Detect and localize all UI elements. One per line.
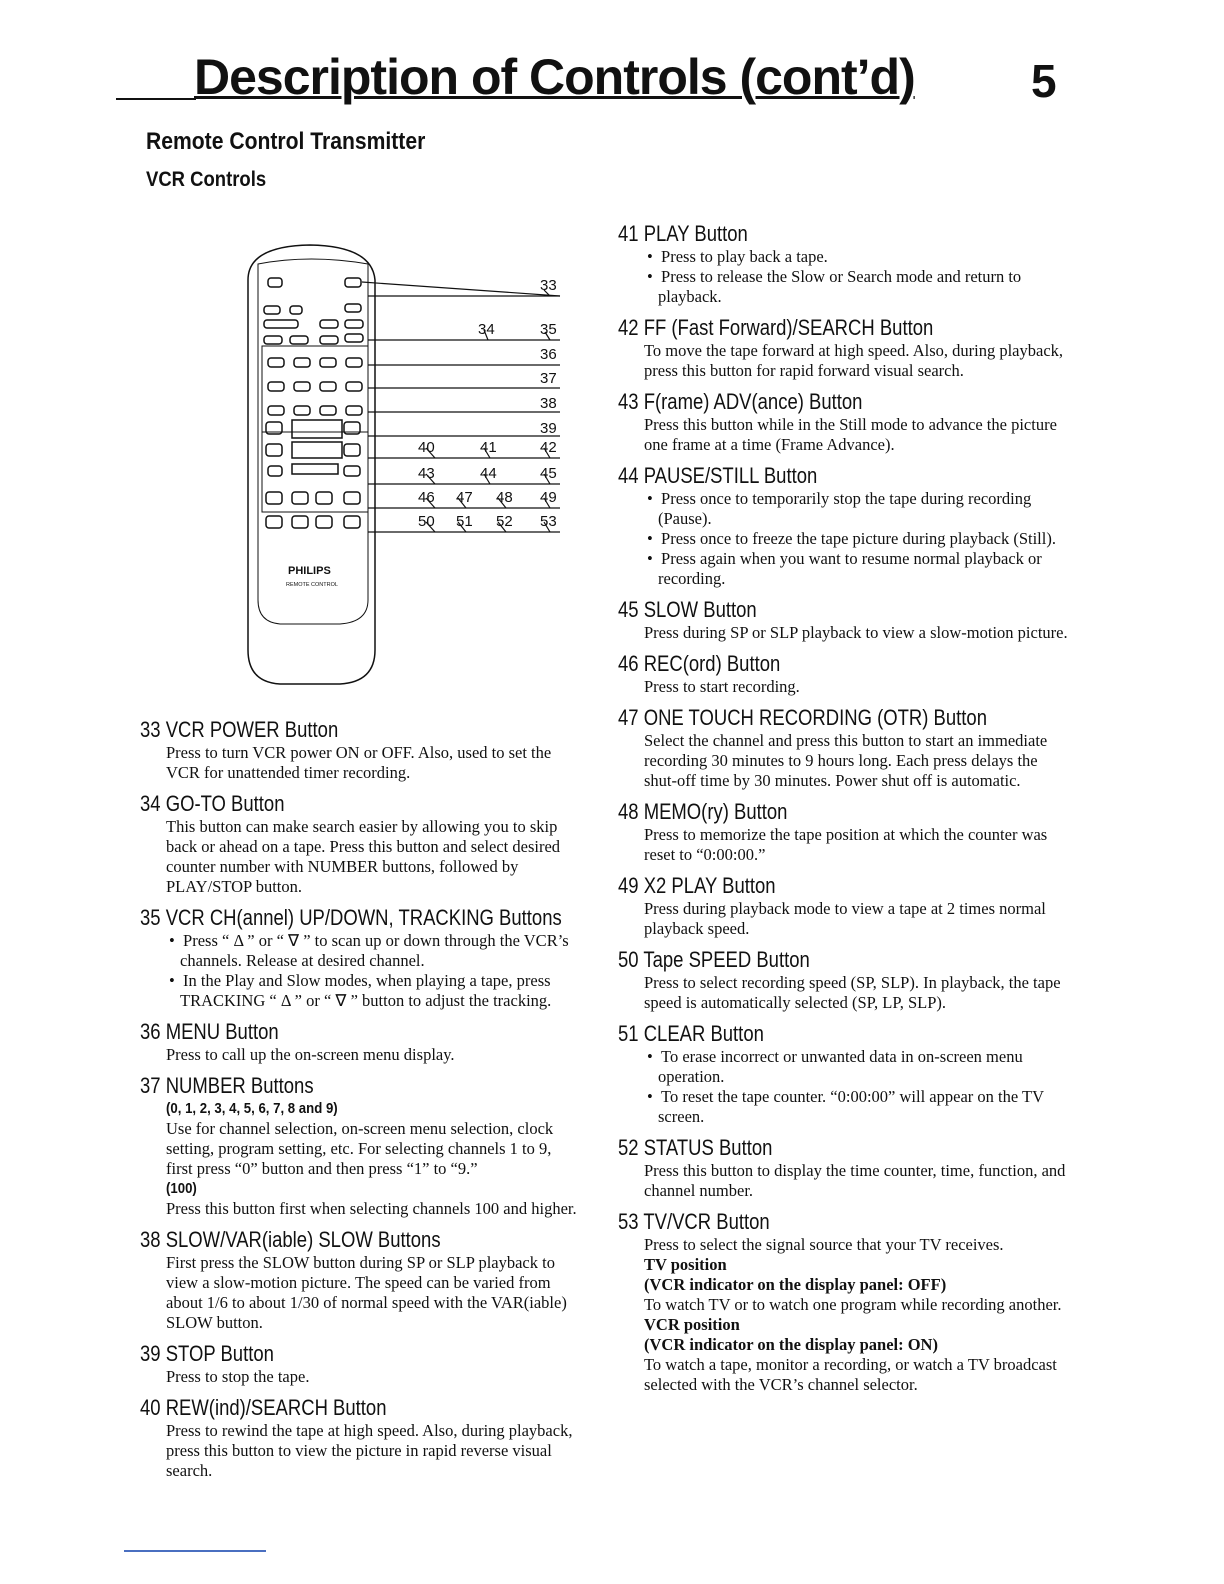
entry-text: Press to memorize the tape position at which the counter was reset to “0:00:00.”: [644, 825, 1048, 864]
entry-heading: 42 FF (Fast Forward)/SEARCH Button: [618, 315, 934, 340]
entry-text: Press this button first when selecting channels 100 and higher.: [166, 1199, 577, 1218]
entry-text: Press to stop the tape.: [166, 1367, 310, 1386]
callout-36: 36: [540, 346, 557, 363]
entry-text: Press during playback mode to view a tape at 2 times normal playback speed.: [644, 899, 1046, 938]
subsection-title: VCR Controls: [146, 168, 267, 191]
callout-41: 41: [480, 439, 497, 456]
callout-34: 34: [478, 321, 495, 338]
entry-text: This button can make search easier by allowing you to skip back or ahead on a tape. Press this button and select desired counter number with NUMBER buttons, followed by PLAY/STOP button.: [166, 817, 561, 896]
entry-bullet: • Press once to temporarily stop the tape during recording (Pause).: [644, 489, 1068, 529]
footer-rule: [124, 1550, 266, 1552]
callout-51: 51: [456, 513, 473, 530]
entry-heading: 53 TV/VCR Button: [618, 1209, 770, 1234]
entry-heading: 33 VCR POWER Button: [140, 717, 339, 742]
entry-heading: 48 MEMO(ry) Button: [618, 799, 788, 824]
page-number: 5: [1031, 55, 1057, 107]
entry-heading: 44 PAUSE/STILL Button: [618, 463, 818, 488]
callout-48: 48: [496, 489, 513, 506]
entry-heading: 36 MENU Button: [140, 1019, 279, 1044]
tv-indicator-note: (VCR indicator on the display panel: OFF): [644, 1275, 947, 1294]
callout-49: 49: [540, 489, 557, 506]
entry-bullet: • To reset the tape counter. “0:00:00” will appear on the TV screen.: [644, 1087, 1068, 1127]
entry-heading: 35 VCR CH(annel) UP/DOWN, TRACKING Buttons: [140, 905, 562, 930]
entry-50: [618, 946, 1068, 1013]
entry-45: [618, 596, 1068, 643]
title-rule: [116, 98, 196, 100]
entry-47: [618, 704, 1068, 791]
entry-text: To move the tape forward at high speed. Also, during playback, press this button for rapid forward visual search.: [644, 341, 1064, 380]
entry-41: [618, 220, 1068, 307]
entry-heading: 34 GO-TO Button: [140, 791, 285, 816]
callout-35: 35: [540, 321, 557, 338]
entry-bullet: • In the Play and Slow modes, when playing a tape, press TRACKING “ Δ ” or “ ∇ ” button to adjust the tracking.: [166, 971, 580, 1011]
entry-43: [618, 388, 1068, 455]
entry-text: Press to select the signal source that your TV receives.: [644, 1235, 1004, 1254]
entry-36: [140, 1018, 580, 1065]
entry-text: Press to rewind the tape at high speed. Also, during playback, press this button to view the picture in rapid reverse visual search.: [166, 1421, 573, 1480]
entry-heading: 47 ONE TOUCH RECORDING (OTR) Button: [618, 705, 987, 730]
entry-bullet: • Press “ Δ ” or “ ∇ ” to scan up or down through the VCR’s channels. Release at desired channel.: [166, 931, 580, 971]
callout-42: 42: [540, 439, 557, 456]
entry-heading: 41 PLAY Button: [618, 221, 748, 246]
left-column: [140, 716, 580, 1488]
tv-position-label: TV position: [644, 1255, 727, 1274]
entry-52: [618, 1134, 1068, 1201]
callout-53: 53: [540, 513, 557, 530]
entry-heading: 46 REC(ord) Button: [618, 651, 781, 676]
remote-control-diagram: [240, 240, 570, 688]
entry-subheading: (0, 1, 2, 3, 4, 5, 6, 7, 8 and 9): [166, 1100, 338, 1117]
callout-39: 39: [540, 420, 557, 437]
entry-48: [618, 798, 1068, 865]
entry-33: [140, 716, 580, 783]
entry-text: Select the channel and press this button to start an immediate recording 30 minutes to 9 hours long. Each press delays the shut-off time by 30 minutes. Power shut off is automatic.: [644, 731, 1048, 790]
entry-44: [618, 462, 1068, 589]
callout-38: 38: [540, 395, 557, 412]
entry-bullet: • Press to play back a tape.: [644, 247, 1068, 267]
callout-50: 50: [418, 513, 435, 530]
entry-subheading: (100): [166, 1180, 197, 1197]
callout-40: 40: [418, 439, 435, 456]
entry-text: Press to turn VCR power ON or OFF. Also, used to set the VCR for unattended timer recording.: [166, 743, 552, 782]
entry-text: Press this button while in the Still mode to advance the picture one frame at a time (Frame Advance).: [644, 415, 1057, 454]
entry-text: To watch TV or to watch one program while recording another.: [644, 1295, 1062, 1314]
entry-heading: 49 X2 PLAY Button: [618, 873, 776, 898]
entry-49: [618, 872, 1068, 939]
entry-heading: 39 STOP Button: [140, 1341, 274, 1366]
entry-text: Press to select recording speed (SP, SLP). In playback, the tape speed is automatically selected (SP, LP, SLP).: [644, 973, 1061, 1012]
entry-heading: 51 CLEAR Button: [618, 1021, 764, 1046]
entry-40: [140, 1394, 580, 1481]
entry-heading: 50 Tape SPEED Button: [618, 947, 810, 972]
page-header: [116, 48, 1076, 128]
entry-heading: 45 SLOW Button: [618, 597, 757, 622]
entry-text: Press to call up the on-screen menu display.: [166, 1045, 455, 1064]
entry-text: Press this button to display the time counter, time, function, and channel number.: [644, 1161, 1066, 1200]
entry-text: To watch a tape, monitor a recording, or watch a TV broadcast selected with the VCR’s channel selector.: [644, 1355, 1057, 1394]
entry-53: [618, 1208, 1068, 1395]
entry-text: First press the SLOW button during SP or SLP playback to view a slow-motion picture. The speed can be varied from about 1/6 to about 1/30 of normal speed with the VAR(iable) SLOW button.: [166, 1253, 567, 1332]
entry-bullet: • Press again when you want to resume normal playback or recording.: [644, 549, 1068, 589]
vcr-indicator-note: (VCR indicator on the display panel: ON): [644, 1335, 938, 1354]
entry-text: Press during SP or SLP playback to view a slow-motion picture.: [644, 623, 1068, 642]
entry-38: [140, 1226, 580, 1333]
callout-47: 47: [456, 489, 473, 506]
vcr-position-label: VCR position: [644, 1315, 740, 1334]
entry-37: [140, 1072, 580, 1219]
callout-37: 37: [540, 370, 557, 387]
page-title: Description of Controls (cont’d): [194, 49, 915, 105]
callout-46: 46: [418, 489, 435, 506]
entry-bullet: • To erase incorrect or unwanted data in on-screen menu operation.: [644, 1047, 1068, 1087]
brand-logo: PHILIPS: [288, 565, 331, 577]
entry-heading: 52 STATUS Button: [618, 1135, 773, 1160]
callout-44: 44: [480, 465, 497, 482]
entry-42: [618, 314, 1068, 381]
remote-model-label: REMOTE CONTROL: [286, 582, 338, 588]
entry-bullet: • Press to release the Slow or Search mode and return to playback.: [644, 267, 1068, 307]
callout-43: 43: [418, 465, 435, 482]
entry-bullet: • Press once to freeze the tape picture during playback (Still).: [644, 529, 1068, 549]
entry-heading: 40 REW(ind)/SEARCH Button: [140, 1395, 387, 1420]
entry-text: Use for channel selection, on-screen menu selection, clock setting, program setting, etc. For selecting channels 1 to 9, first press “0” button and then press “1” to “9.”: [166, 1119, 554, 1178]
entry-35: [140, 904, 580, 1011]
entry-34: [140, 790, 580, 897]
entry-heading: 43 F(rame) ADV(ance) Button: [618, 389, 863, 414]
entry-39: [140, 1340, 580, 1387]
callout-33: 33: [540, 277, 557, 294]
entry-heading: 38 SLOW/VAR(iable) SLOW Buttons: [140, 1227, 441, 1252]
entry-51: [618, 1020, 1068, 1127]
right-column: [618, 220, 1068, 1402]
section-title: Remote Control Transmitter: [146, 128, 426, 155]
callout-52: 52: [496, 513, 513, 530]
entry-46: [618, 650, 1068, 697]
entry-heading: 37 NUMBER Buttons: [140, 1073, 314, 1098]
entry-text: Press to start recording.: [644, 677, 800, 696]
callout-45: 45: [540, 465, 557, 482]
